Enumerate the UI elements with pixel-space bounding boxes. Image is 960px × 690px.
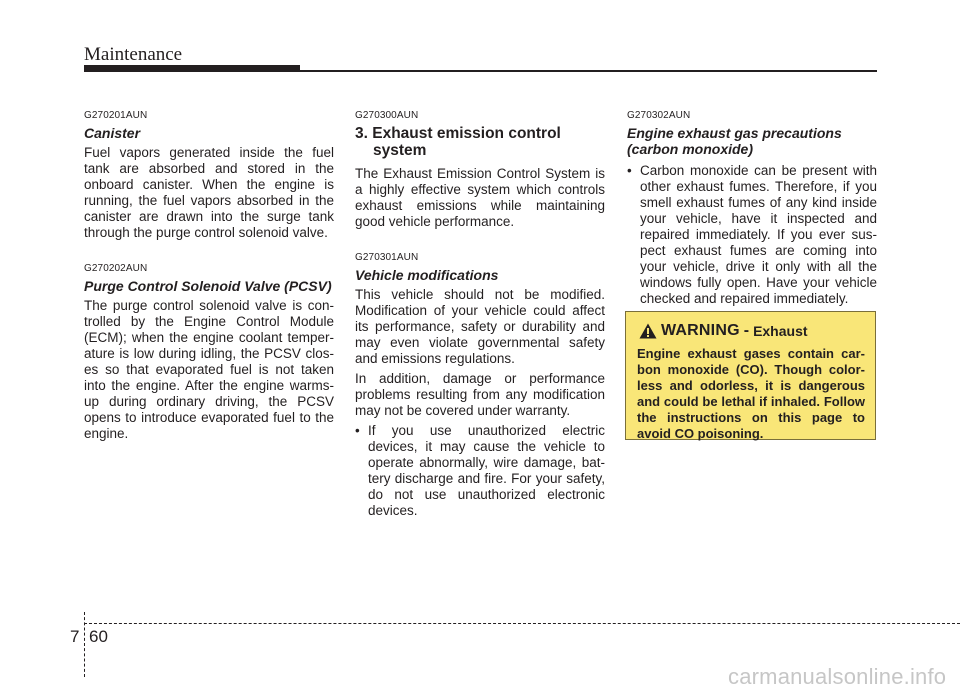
section-body: Fuel vapors generated inside the fuel tank are absorbed and stored in the onboard canister. When the engine is running, the fuel vapors absorbed in the canister are drawn into the surge tank through the purge control solenoid valve. xyxy=(84,145,334,240)
section-subheading: (carbon monoxide) xyxy=(627,141,754,157)
page-header-title: Maintenance xyxy=(84,44,183,65)
bullet-item xyxy=(355,423,605,519)
bullet-dot: • xyxy=(355,423,360,438)
column-right xyxy=(627,110,877,307)
section-subheading: Canister xyxy=(84,125,141,141)
warning-triangle-icon xyxy=(639,323,657,339)
chapter-number: 7 xyxy=(70,627,80,646)
warning-label: WARNING xyxy=(661,322,740,339)
section-body: The purge control solenoid valve is con-trolled by the Engine Control Module (ECM); when the engine coolant temper-ature is low during idling, the PCSV clos-es so that evaporated fuel is not taken into the engine. After the engine warms-up during ordinary driving, the PCSV opens to introduce evaporated fuel to the engine. xyxy=(84,298,334,441)
section-subheading: Engine exhaust gas precautions xyxy=(627,125,842,141)
section-code: G270202AUN xyxy=(84,263,148,274)
section-subheading: Vehicle modifications xyxy=(355,267,499,283)
column-left xyxy=(84,110,334,442)
warning-subject: Exhaust xyxy=(753,323,808,339)
modifications-section xyxy=(355,252,605,519)
section-code: G270201AUN xyxy=(84,110,148,121)
section-body: The Exhaust Emission Control System is a highly effective system which controls exhaust emissions while maintaining good vehicle performance. xyxy=(355,166,605,229)
section-code: G270300AUN xyxy=(355,110,419,121)
watermark: carmanualsonline.info xyxy=(728,664,947,689)
section-code: G270302AUN xyxy=(627,110,691,121)
precautions-section xyxy=(627,110,877,307)
page-number: 60 xyxy=(89,627,108,646)
warning-dash: - xyxy=(743,322,750,339)
section-title: 3. Exhaust emission control system xyxy=(355,125,561,159)
column-middle xyxy=(355,110,605,519)
canister-section xyxy=(84,110,334,241)
footer-divider xyxy=(84,612,85,677)
exhaust-section xyxy=(355,110,605,230)
warning-header xyxy=(637,322,865,340)
header-bar-thin xyxy=(300,70,877,72)
section-subheading: Purge Control Solenoid Valve (PCSV) xyxy=(84,278,332,294)
section-code: G270301AUN xyxy=(355,252,419,263)
header-bar-thick xyxy=(84,65,300,72)
bullet-text: If you use unauthorized electric devices, it may cause the vehicle to operate abnormally, wire damage, bat-tery discharge and fire. For your safety, do not use unauthorized electronic devices. xyxy=(368,423,605,518)
warning-box xyxy=(625,311,876,440)
section-body: This vehicle should not be modified. Modification of your vehicle could affect its performance, safety or durability and may even violate governmental safety and emissions regulations. xyxy=(355,287,605,366)
bullet-text: Carbon monoxide can be present with other exhaust fumes. Therefore, if you smell exhaust fumes of any kind inside your vehicle, have it inspected and repaired immediately. If you ever sus-pect exhaust fumes are coming into your vehicle, drive it only with all the windows fully open. Have your vehicle checked and repaired immediately. xyxy=(640,163,877,306)
footer-rule xyxy=(84,623,960,624)
warning-text: Engine exhaust gases contain car-bon monoxide (CO). Though color-less and odorless, it is dangerous and could be lethal if inhaled. Follow the instructions on this page to avoid CO poisoning. xyxy=(637,346,865,441)
bullet-item xyxy=(627,163,877,307)
pcsv-section xyxy=(84,263,334,442)
section-body: In addition, damage or performance problems resulting from any modification may not be covered under warranty. xyxy=(355,371,605,418)
bullet-dot: • xyxy=(627,163,632,178)
